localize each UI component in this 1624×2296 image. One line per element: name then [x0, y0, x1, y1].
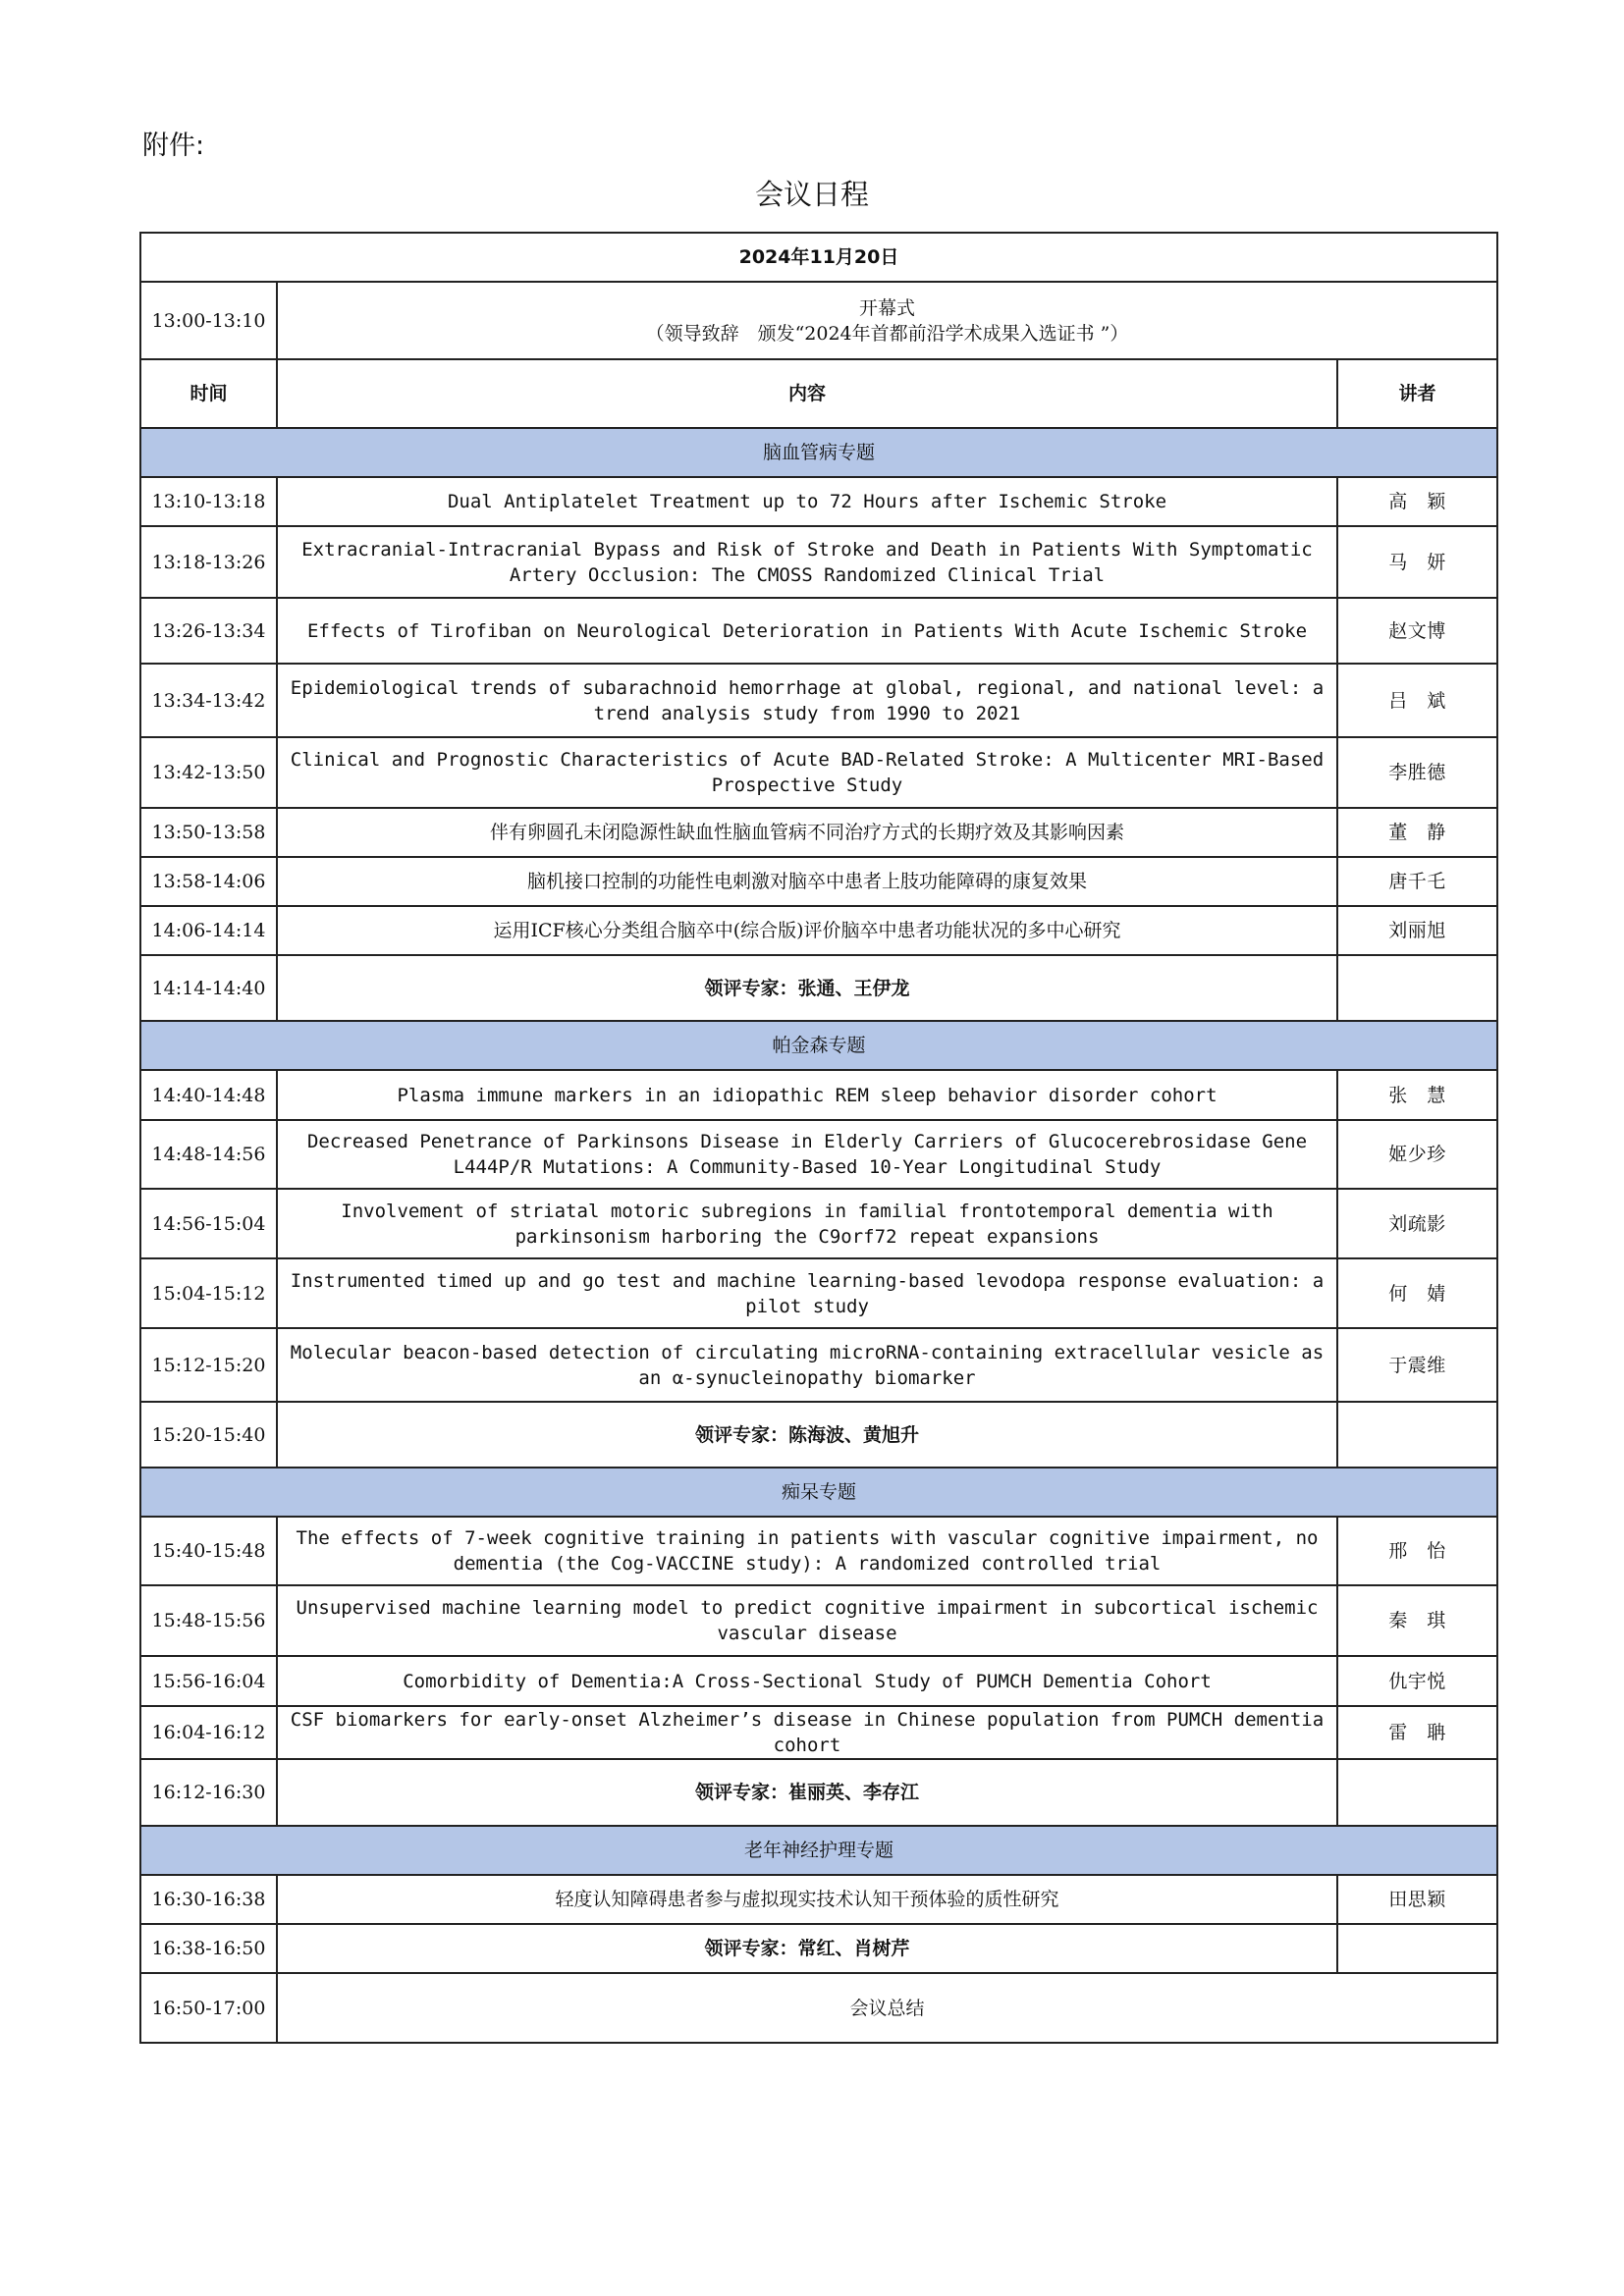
review-speaker-empty	[1337, 1402, 1497, 1468]
talk-title: Decreased Penetrance of Parkinsons Disease in Elderly Carriers of Glucocerebrosidase Gene L444P/R Mutations: A Community-Based 10-Year Longitudinal Study	[277, 1120, 1337, 1189]
talk-title: Clinical and Prognostic Characteristics of Acute BAD‐Related Stroke: A Multicenter MRI‐Based Prospective Study	[277, 737, 1337, 808]
talk-row	[140, 1328, 1497, 1402]
section-row	[140, 1826, 1497, 1875]
talk-row	[140, 1258, 1497, 1328]
section-title: 老年神经护理专题	[140, 1826, 1497, 1875]
header-time: 时间	[140, 359, 277, 428]
talk-row	[140, 906, 1497, 955]
opening-time: 13:00-13:10	[140, 282, 277, 359]
talk-time: 13:58-14:06	[140, 857, 277, 906]
talk-title: 脑机接口控制的功能性电刺激对脑卒中患者上肢功能障碍的康复效果	[277, 857, 1337, 906]
talk-title: Comorbidity of Dementia:A Cross-Sectional Study of PUMCH Dementia Cohort	[277, 1656, 1337, 1706]
talk-title: Unsupervised machine learning model to predict cognitive impairment in subcortical ischemic vascular disease	[277, 1585, 1337, 1656]
section-row	[140, 428, 1497, 477]
talk-title: 伴有卵圆孔未闭隐源性缺血性脑血管病不同治疗方式的长期疗效及其影响因素	[277, 808, 1337, 857]
talk-row	[140, 808, 1497, 857]
talk-time: 16:30-16:38	[140, 1875, 277, 1924]
talk-row	[140, 598, 1497, 664]
opening-name: 开幕式	[858, 296, 915, 319]
review-row	[140, 1402, 1497, 1468]
talk-time: 13:42-13:50	[140, 737, 277, 808]
talk-row	[140, 1656, 1497, 1706]
talk-title: The effects of 7-week cognitive training in patients with vascular cognitive impairment, no dementia (the Cog-VACCINE study): A randomized controlled trial	[277, 1517, 1337, 1585]
talk-time: 15:56-16:04	[140, 1656, 277, 1706]
talk-title: 运用ICF核心分类组合脑卒中(综合版)评价脑卒中患者功能状况的多中心研究	[277, 906, 1337, 955]
closing-row	[140, 1973, 1497, 2043]
talk-speaker: 吕 斌	[1337, 664, 1497, 737]
talk-row	[140, 1189, 1497, 1258]
talk-row	[140, 1706, 1497, 1759]
section-title: 痴呆专题	[140, 1468, 1497, 1517]
review-row	[140, 1759, 1497, 1826]
talk-time: 13:34-13:42	[140, 664, 277, 737]
talk-speaker: 赵文博	[1337, 598, 1497, 664]
opening-detail: （领导致辞 颁发“2024年首都前沿学术成果入选证书 ”）	[645, 322, 1129, 345]
section-row	[140, 1468, 1497, 1517]
talk-speaker: 刘丽旭	[1337, 906, 1497, 955]
section-title: 帕金森专题	[140, 1021, 1497, 1070]
review-time: 14:14-14:40	[140, 955, 277, 1021]
section-title: 脑血管病专题	[140, 428, 1497, 477]
talk-title: Molecular beacon‐based detection of circulating microRNA-containing extracellular vesicle as an α‐synucleinopathy biomarker	[277, 1328, 1337, 1402]
talk-row	[140, 664, 1497, 737]
page-title: 会议日程	[754, 178, 869, 211]
talk-title: 轻度认知障碍患者参与虚拟现实技术认知干预体验的质性研究	[277, 1875, 1337, 1924]
review-experts: 领评专家：陈海波、黄旭升	[277, 1402, 1337, 1468]
review-time: 16:12-16:30	[140, 1759, 277, 1826]
talk-row	[140, 1875, 1497, 1924]
talk-row	[140, 526, 1497, 598]
review-time: 16:38-16:50	[140, 1924, 277, 1973]
schedule-table	[139, 232, 1498, 2044]
talk-row	[140, 857, 1497, 906]
talk-time: 14:06-14:14	[140, 906, 277, 955]
date-cell: 2024年11月20日	[140, 233, 1497, 282]
talk-time: 15:04-15:12	[140, 1258, 277, 1328]
talk-row	[140, 1120, 1497, 1189]
talk-speaker: 于震维	[1337, 1328, 1497, 1402]
talk-row	[140, 1585, 1497, 1656]
talk-speaker: 邢 怡	[1337, 1517, 1497, 1585]
talk-time: 15:48-15:56	[140, 1585, 277, 1656]
talk-speaker: 田思颖	[1337, 1875, 1497, 1924]
review-speaker-empty	[1337, 955, 1497, 1021]
review-experts: 领评专家：崔丽英、李存江	[277, 1759, 1337, 1826]
talk-time: 14:40-14:48	[140, 1070, 277, 1120]
talk-title: Epidemiological trends of subarachnoid hemorrhage at global, regional, and national level: a trend analysis study from 1990 to 2021	[277, 664, 1337, 737]
talk-row	[140, 1517, 1497, 1585]
talk-title: CSF biomarkers for early-onset Alzheimer’s disease in Chinese population from PUMCH dementia cohort	[277, 1706, 1337, 1759]
talk-speaker: 董 静	[1337, 808, 1497, 857]
review-speaker-empty	[1337, 1759, 1497, 1826]
header-speaker: 讲者	[1337, 359, 1497, 428]
talk-title: Dual Antiplatelet Treatment up to 72 Hours after Ischemic Stroke	[277, 477, 1337, 526]
talk-speaker: 高 颖	[1337, 477, 1497, 526]
talk-time: 13:10-13:18	[140, 477, 277, 526]
talk-title: Extracranial-Intracranial Bypass and Risk of Stroke and Death in Patients With Symptomatic Artery Occlusion: The CMOSS Randomized Clinical Trial	[277, 526, 1337, 598]
talk-time: 15:12-15:20	[140, 1328, 277, 1402]
review-time: 15:20-15:40	[140, 1402, 277, 1468]
closing-text: 会议总结	[277, 1973, 1497, 2043]
talk-row	[140, 477, 1497, 526]
review-experts: 领评专家：张通、王伊龙	[277, 955, 1337, 1021]
talk-title: Plasma immune markers in an idiopathic REM sleep behavior disorder cohort	[277, 1070, 1337, 1120]
talk-title: Effects of Tirofiban on Neurological Deterioration in Patients With Acute Ischemic Stroke	[277, 598, 1337, 664]
talk-time: 14:48-14:56	[140, 1120, 277, 1189]
talk-title: Involvement of striatal motoric subregions in familial frontotemporal dementia with parkinsonism harboring the C9orf72 repeat expansions	[277, 1189, 1337, 1258]
opening-content	[277, 282, 1497, 359]
talk-speaker: 刘疏影	[1337, 1189, 1497, 1258]
talk-speaker: 秦 琪	[1337, 1585, 1497, 1656]
talk-speaker: 仇宇悦	[1337, 1656, 1497, 1706]
header-content: 内容	[277, 359, 1337, 428]
talk-row	[140, 737, 1497, 808]
talk-time: 16:04-16:12	[140, 1706, 277, 1759]
talk-speaker: 张 慧	[1337, 1070, 1497, 1120]
closing-time: 16:50-17:00	[140, 1973, 277, 2043]
talk-time: 14:56-15:04	[140, 1189, 277, 1258]
date-row	[140, 233, 1497, 282]
talk-speaker: 马 妍	[1337, 526, 1497, 598]
review-row	[140, 955, 1497, 1021]
review-row	[140, 1924, 1497, 1973]
talk-speaker: 何 婧	[1337, 1258, 1497, 1328]
review-experts: 领评专家：常红、肖树芹	[277, 1924, 1337, 1973]
talk-time: 13:26-13:34	[140, 598, 277, 664]
header-row	[140, 359, 1497, 428]
talk-speaker: 李胜德	[1337, 737, 1497, 808]
attachment-label: 附件:	[142, 131, 205, 161]
section-row	[140, 1021, 1497, 1070]
talk-time: 13:18-13:26	[140, 526, 277, 598]
talk-speaker: 姬少珍	[1337, 1120, 1497, 1189]
opening-row	[140, 282, 1497, 359]
talk-time: 13:50-13:58	[140, 808, 277, 857]
talk-title: Instrumented timed up and go test and machine learning-based levodopa response evaluation: a pilot study	[277, 1258, 1337, 1328]
talk-speaker: 唐千乇	[1337, 857, 1497, 906]
talk-speaker: 雷 聃	[1337, 1706, 1497, 1759]
talk-row	[140, 1070, 1497, 1120]
review-speaker-empty	[1337, 1924, 1497, 1973]
talk-time: 15:40-15:48	[140, 1517, 277, 1585]
